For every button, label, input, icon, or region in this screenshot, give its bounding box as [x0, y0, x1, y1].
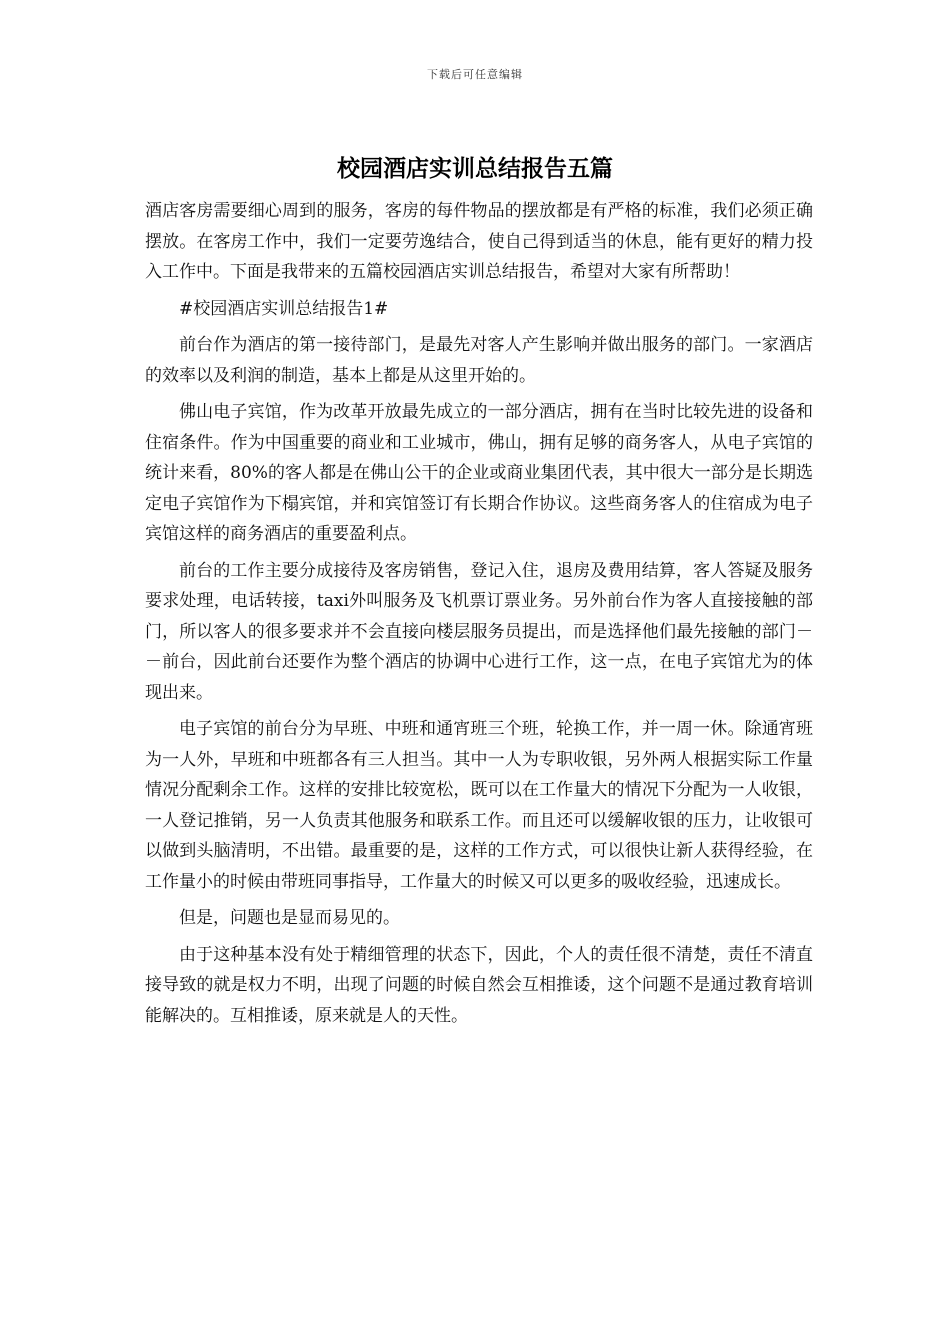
- body-paragraph: 但是，问题也是显而易见的。: [179, 908, 400, 928]
- body-paragraph: 前台的工作主要分成接待及客房销售，登记入住，退房及费用结算，客人答疑及服务要求处理，电话转接，taxi外叫服务及飞机票订票业务。另外前台作为客人直接接触的部门，所以客人的很多要求并不会直接向楼层服务员提出，而是选择他们最先接触的部门－－前台，因此前台还要作为整个酒店的协调中心进行工作，这一点，在电子宾馆尤为的体现出来。: [145, 560, 813, 703]
- document-title: 校园酒店实训总结报告五篇: [337, 155, 613, 182]
- body-paragraph: 佛山电子宾馆，作为改革开放最先成立的一部分酒店，拥有在当时比较先进的设备和住宿条件。作为中国重要的商业和工业城市，佛山，拥有足够的商务客人，从电子宾馆的统计来看，80%的客人都是在佛山公干的企业或商业集团代表，其中很大一部分是长期选定电子宾馆作为下榻宾馆，并和宾馆签订有长期合作协议。这些商务客人的住宿成为电子宾馆这样的商务酒店的重要盈利点。: [145, 402, 813, 544]
- header-note: 下载后可任意编辑: [427, 68, 523, 81]
- intro-paragraph: 酒店客房需要细心周到的服务，客房的每件物品的摆放都是有严格的标准，我们必须正确摆放。在客房工作中，我们一定要劳逸结合，使自己得到适当的休息，能有更好的精力投入工作中。下面是我带来的五篇校园酒店实训总结报告，希望对大家有所帮助！: [145, 201, 813, 282]
- section-heading: #校园酒店实训总结报告1#: [179, 298, 389, 319]
- document-body: [145, 196, 813, 1037]
- body-paragraph: 电子宾馆的前台分为早班、中班和通宵班三个班，轮换工作，并一周一休。除通宵班为一人外，早班和中班都各有三人担当。其中一人为专职收银，另外两人根据实际工作量情况分配剩余工作。这样的安排比较宽松，既可以在工作量大的情况下分配为一人收银，一人登记推销，另一人负责其他服务和联系工作。而且还可以缓解收银的压力，让收银可以做到头脑清明，不出错。最重要的是，这样的工作方式，可以很快让新人获得经验，在工作量小的时候由带班同事指导，工作量大的时候又可以更多的吸收经验，迅速成长。: [145, 719, 813, 892]
- body-paragraph: 前台作为酒店的第一接待部门，是最先对客人产生影响并做出服务的部门。一家酒店的效率以及利润的制造，基本上都是从这里开始的。: [145, 335, 813, 386]
- body-paragraph: 由于这种基本没有处于精细管理的状态下，因此，个人的责任很不清楚，责任不清直接导致的就是权力不明，出现了问题的时候自然会互相推诿，这个问题不是通过教育培训能解决的。互相推诿，原来就是人的天性。: [145, 944, 813, 1026]
